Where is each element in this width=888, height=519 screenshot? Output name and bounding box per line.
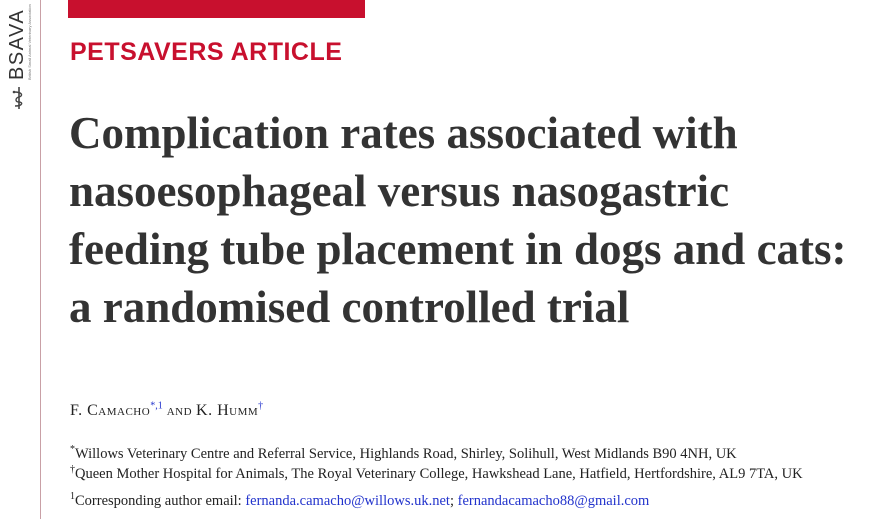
- rod-of-asclepius-icon: [11, 86, 27, 110]
- article-title: Complication rates associated with nasoesophageal versus nasogastric feeding tube placement in dogs and cats: a randomised controlled trial: [69, 108, 847, 332]
- email-link[interactable]: fernanda.camacho@willows.uk.net: [245, 493, 450, 509]
- bsava-logo-text: BSAVA: [6, 8, 28, 80]
- affiliation-item: [70, 464, 803, 484]
- affiliation-item: [70, 444, 803, 464]
- author-affiliation-mark[interactable]: *,1: [150, 400, 163, 412]
- bsava-logo-subtitle: British Small Animal Veterinary Association: [27, 4, 32, 80]
- author-connector: and: [166, 402, 193, 419]
- corresponding-mark: 1: [70, 491, 75, 503]
- author-name: F. Camacho: [70, 402, 151, 419]
- affiliation-text: Willows Veterinary Centre and Referral Service, Highlands Road, Shirley, Solihull, West Midlands B90 4NH, UK: [75, 446, 737, 462]
- corresponding-author: [70, 493, 649, 510]
- email-link[interactable]: fernandacamacho88@gmail.com: [457, 493, 650, 509]
- affiliation-mark: †: [70, 464, 75, 476]
- header-accent-bar: [68, 0, 365, 18]
- author-affiliation-mark[interactable]: †: [258, 400, 264, 412]
- author-name: K. Humm: [196, 402, 259, 419]
- email-separator: ;: [449, 493, 454, 509]
- affiliation-list: [70, 444, 803, 484]
- corresponding-label: Corresponding author email:: [75, 493, 242, 509]
- article-type-label: PETSAVERS ARTICLE: [70, 38, 343, 66]
- bsava-logo: [0, 0, 38, 115]
- affiliation-mark: *: [70, 444, 75, 456]
- author-list: [70, 402, 263, 420]
- affiliation-text: Queen Mother Hospital for Animals, The Royal Veterinary College, Hawkshead Lane, Hatfield, Hertfordshire, AL9 7TA, UK: [75, 466, 803, 482]
- margin-rule: [40, 0, 41, 519]
